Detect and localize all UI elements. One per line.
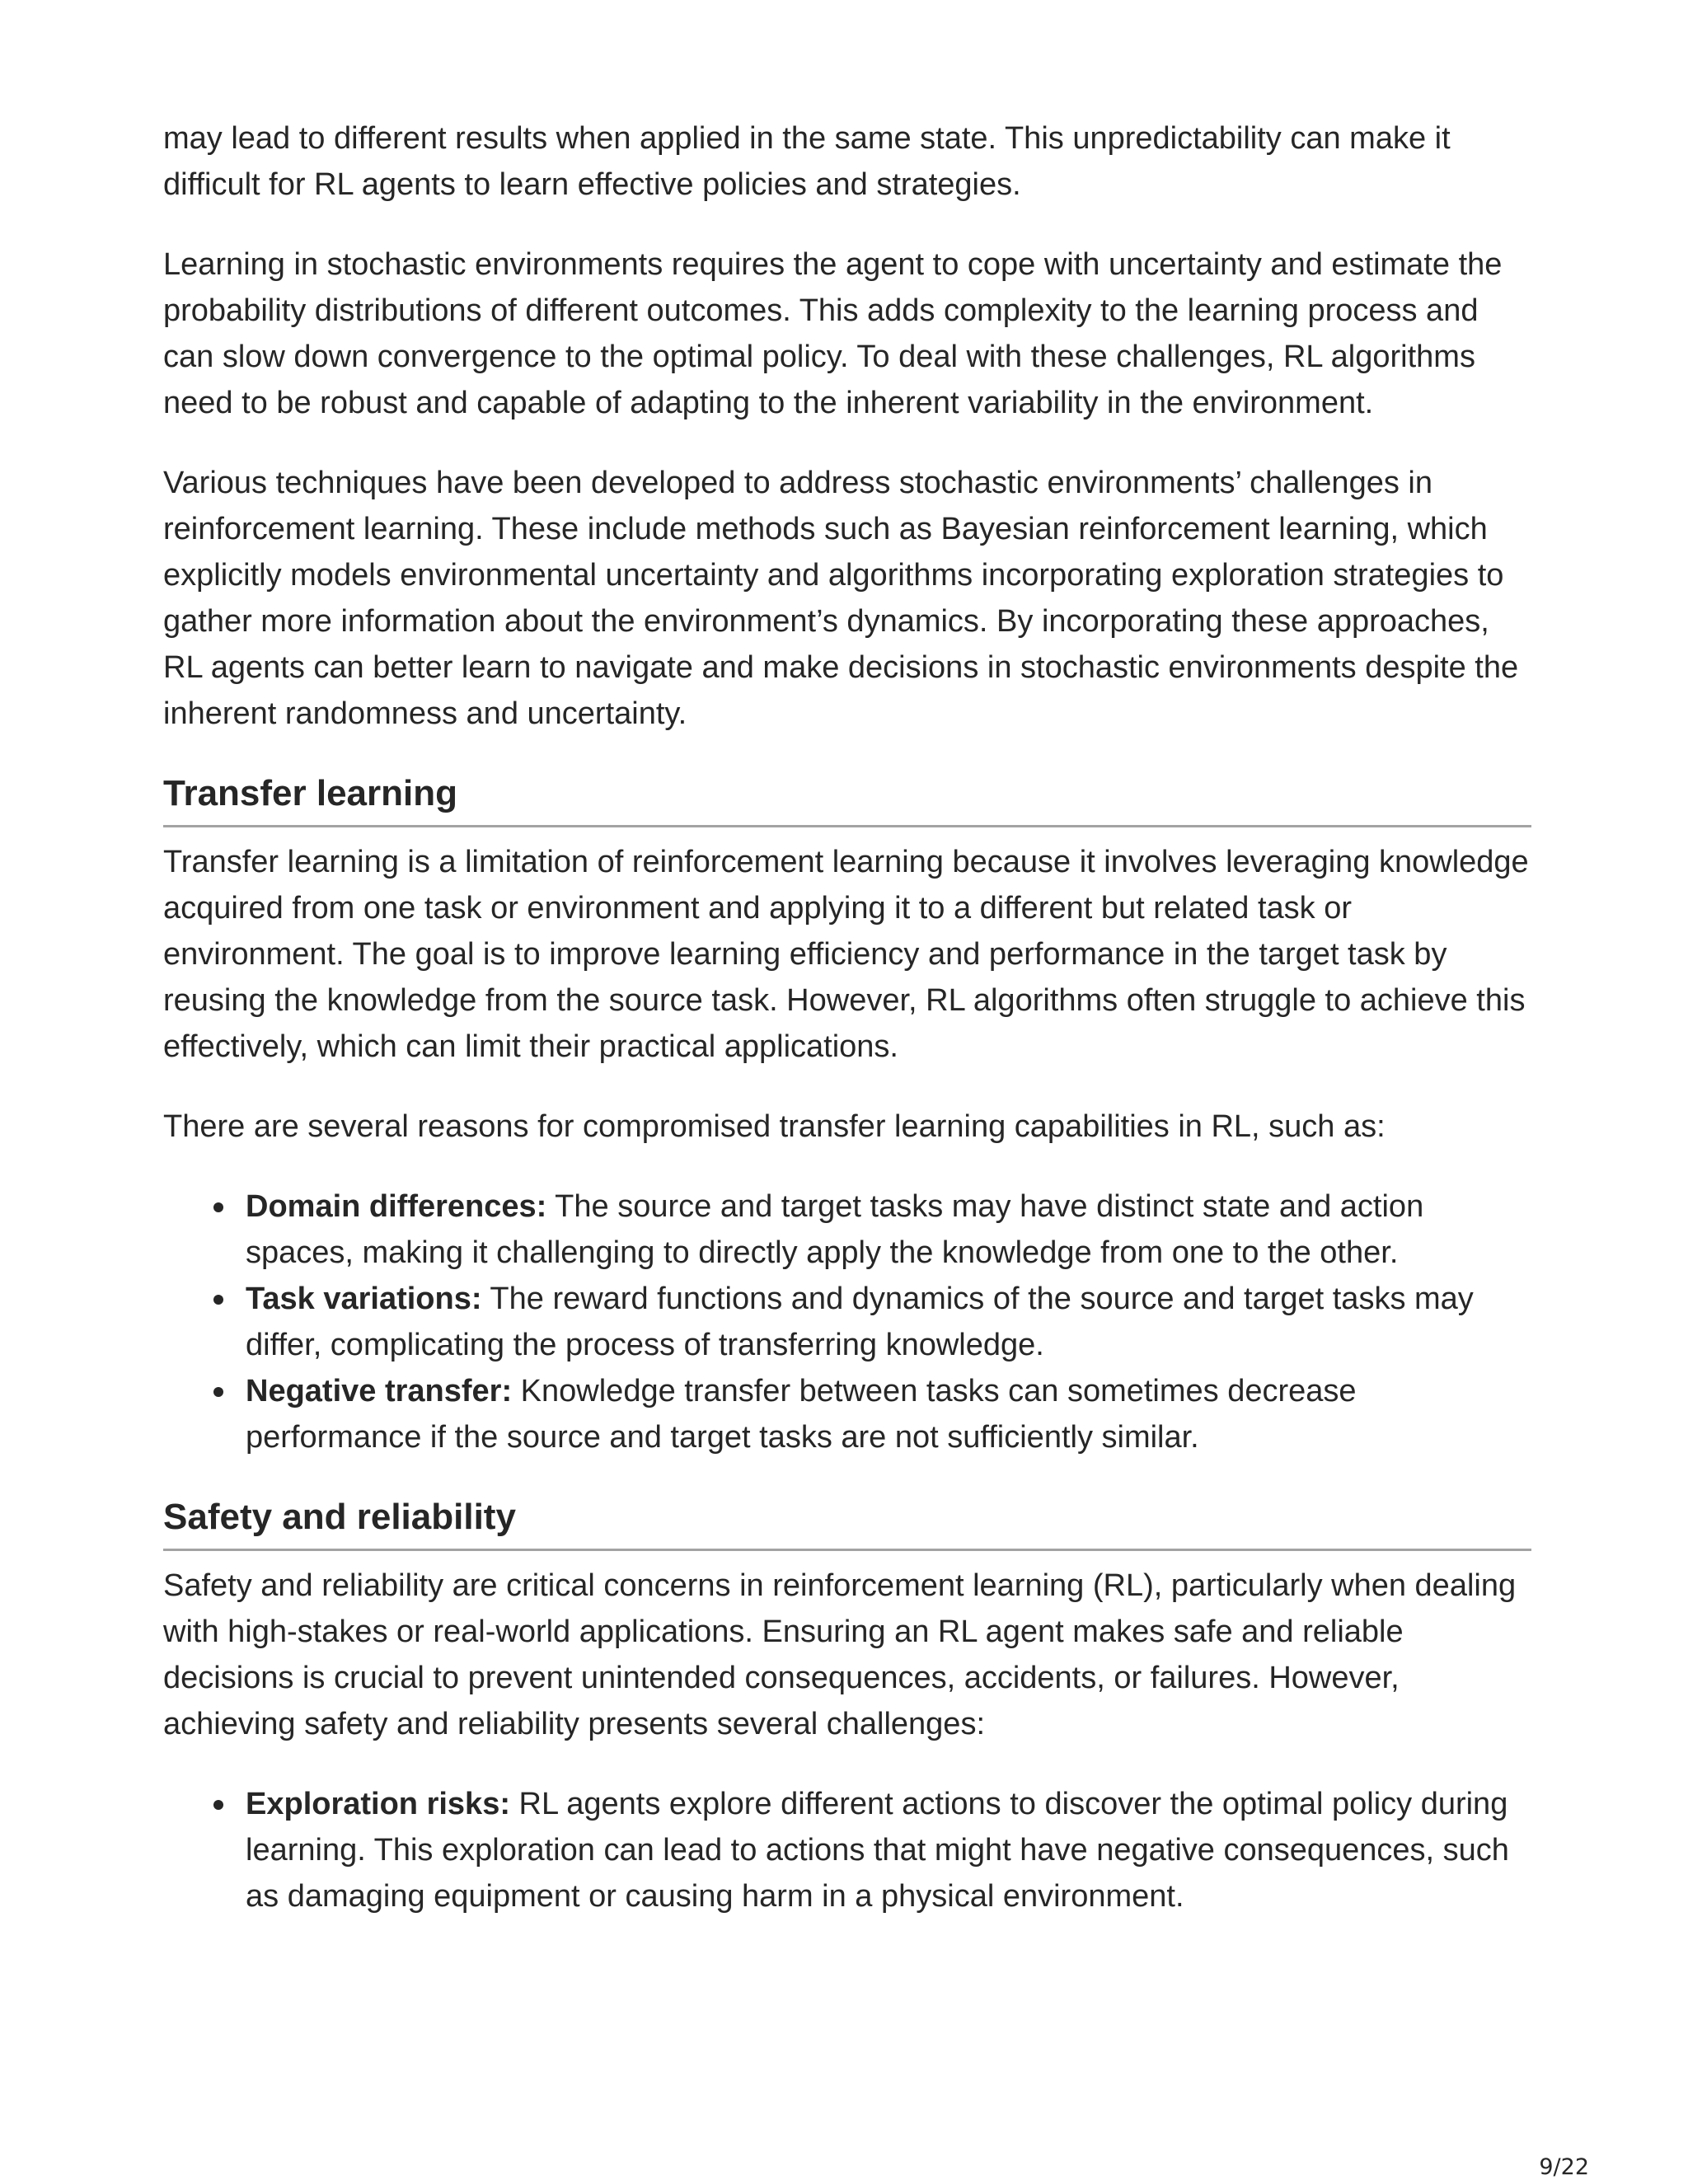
safety-challenges-list [163,1781,1531,1919]
list-item [246,1183,1531,1276]
paragraph-transfer-definition: Transfer learning is a limitation of reinforcement learning because it involves leveraging knowledge acquired from one task or environment and applying it to a different but related task or environment. The goal is to improve learning efficiency and performance in the target task by reusing the knowledge from the source task. However, RL algorithms often struggle to achieve this effectively, which can limit their practical applications. [163,845,1529,1064]
list-item-text: The reward functions and dynamics of the source and target tasks may differ, complicating the process of transferring knowledge. [246,1282,1474,1362]
list-item [246,1781,1531,1919]
page-number: 9/22 [1539,2154,1589,2180]
list-item [246,1276,1531,1368]
paragraph-stochastic-techniques: Various techniques have been developed to address stochastic environments’ challenges in reinforcement learning. These include methods such as Bayesian reinforcement learning, which explicitly models environmental uncertainty and algorithms incorporating exploration strategies to gather more information about the environment’s dynamics. By incorporating these approaches, RL agents can better learn to navigate and make decisions in stochastic environments despite the inherent randomness and uncertainty. [163,466,1519,731]
list-item-term: Domain differences: [246,1189,547,1224]
list-item-text: Knowledge transfer between tasks can sometimes decrease performance if the source and target tasks are not sufficiently similar. [246,1374,1357,1455]
article-content [163,115,1531,1953]
heading-transfer-learning: Transfer learning [163,771,1531,827]
paragraph-stochastic-intro: may lead to different results when applied in the same state. This unpredictability can make it difficult for RL agents to learn effective policies and strategies. [163,121,1451,202]
list-item [246,1368,1531,1460]
paragraph-transfer-reasons: There are several reasons for compromised transfer learning capabilities in RL, such as: [163,1109,1386,1144]
paragraph-stochastic-learning: Learning in stochastic environments requires the agent to cope with uncertainty and estimate the probability distributions of different outcomes. This adds complexity to the learning process and can slow down convergence to the optimal policy. To deal with these challenges, RL algorithms need to be robust and capable of adapting to the inherent variability in the environment. [163,247,1503,420]
transfer-reasons-list [163,1183,1531,1460]
heading-safety-reliability: Safety and reliability [163,1494,1531,1551]
list-item-term: Task variations: [246,1282,482,1316]
list-item-text: RL agents explore different actions to discover the optimal policy during learning. This exploration can lead to actions that might have negative consequences, such as damaging equipment or causing harm in a physical environment. [246,1787,1509,1914]
list-item-text: The source and target tasks may have distinct state and action spaces, making it challenging to directly apply the knowledge from one to the other. [246,1189,1424,1270]
list-item-term: Exploration risks: [246,1787,510,1821]
paragraph-safety-intro: Safety and reliability are critical concerns in reinforcement learning (RL), particularly when dealing with high-stakes or real-world applications. Ensuring an RL agent makes safe and reliable decisions is crucial to prevent unintended consequences, accidents, or failures. However, achieving safety and reliability presents several challenges: [163,1568,1517,1741]
list-item-term: Negative transfer: [246,1374,513,1408]
